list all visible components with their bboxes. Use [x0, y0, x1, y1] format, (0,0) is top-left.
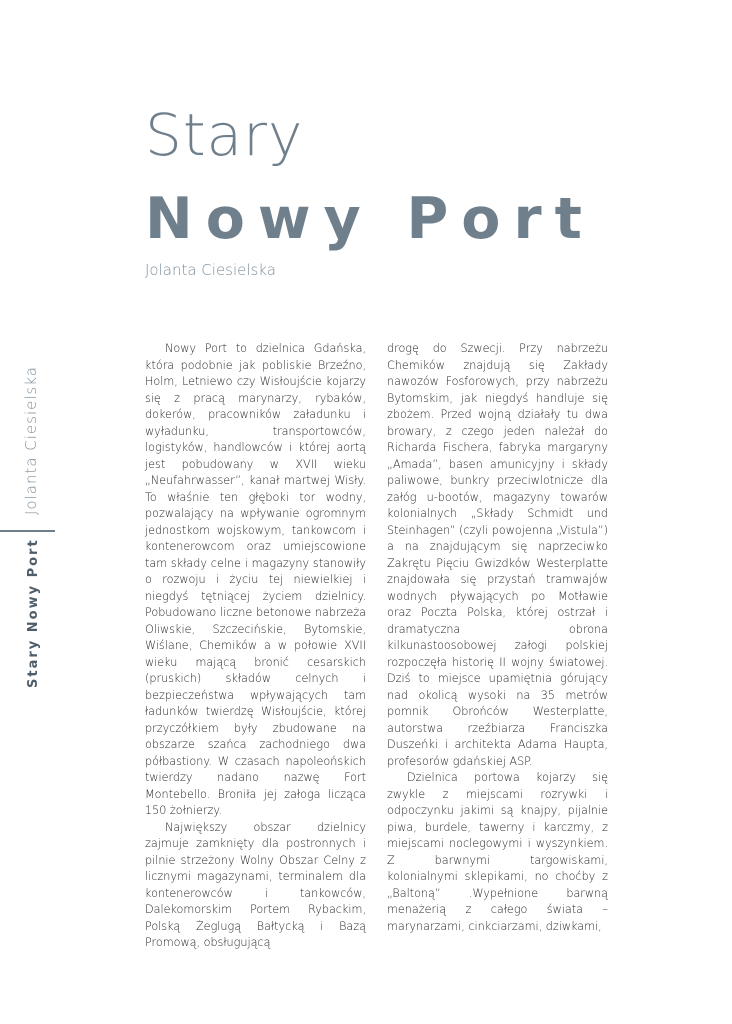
text-column-left	[145, 341, 366, 952]
paragraph: drogę do Szwecji. Przy nabrzeżu Chemików znajdują się Zakłady nawozów Fosforowych, przy nabrzeżu Bytomskim, jak niegdyś handluje się zbożem. Przed wojną działały tu dwa browary, z czego jeden należał do Richarda Fischera, fabryka margaryny „Amada”, basen amunicyjny i składy paliwowe, bunkry przeciwlotnicze dla załóg u-bootów, magazyny towarów kolonialnych „Składy Schmidt und Steinhagen” (czyli powojenna „Vistula”) a na znajdującym się naprzeciwko Zakrętu Pięciu Gwizdków Westerplatte znajdowała się przystań tramwajów wodnych pływających po Motławie oraz Poczta Polska, której ostrzał i dramatyczna obrona kilkunastoosobowej załogi polskiej rozpoczęła historię II wojny światowej. Dziś to miejsce upamiętnia górujący nad okolicą wysoki na 35 metrów pomnik Obrońców Westerplatte, autorstwa rzeźbiarza Franciszka Duszeńki i architekta Adama Haupta, profesorów gdańskiej ASP.	[387, 342, 608, 768]
paragraph: Dzielnica portowa kojarzy się zwykle z miejscami rozrywki i odpoczynku jakimi są knajpy, pijalnie piwa, burdele, tawerny i karczmy, z miejscami noclegowymi i wyszynkiem. Z barwnymi targowiskami, kolonialnymi sklepikami, no choćby z „Baltoną” .Wypełnione barwną menażerią z całego świata – marynarzami, cinkciarzami, dziwkami,	[387, 771, 608, 933]
sidebar-divider	[0, 530, 55, 532]
sidebar-author: Jolanta Ciesielska	[22, 366, 40, 515]
sidebar-title: Stary Nowy Port	[26, 538, 41, 688]
text-column-right	[387, 341, 608, 935]
paragraph: Największy obszar dzielnicy zajmuje zamknięty dla postronnych i pilnie strzeżony Wolny Obszar Celny z licznymi magazynami, terminalem dla kontenerowców i tankowców, Dalekomorskim Portem Rybackim, Polską Żeglugą Bałtycką i Bazą Promową, obsługującą	[145, 820, 366, 949]
article-author: Jolanta Ciesielska	[145, 261, 276, 279]
article-title-line2: Nowy Port	[145, 186, 595, 252]
article-title-line1: Stary	[145, 101, 304, 169]
paragraph: Nowy Port to dzielnica Gdańska, która podobnie jak pobliskie Brzeźno, Holm, Letniewo czy Wisłoujście kojarzy się z pracą marynarzy, rybaków, dokerów, pracowników załadunku i wyładunku, transportowców, logistyków, handlowców i której aortą jest pobudowany w XVII wieku „Neufahrwasser”, kanał martwej Wisły. To właśnie ten głęboki tor wodny, pozwalający na wpływanie ogromnym jednostkom wojskowym, tankowcom i kontenerowcom oraz umiejscowione tam składy celne i magazyny stanowiły o rozwoju i życiu tej niewielkiej i niegdyś tętniącej życiem dzielnicy. Pobudowano liczne betonowe nabrzeża Oliwskie, Szczecińskie, Bytomskie, Wiślane, Chemików a w połowie XVII wieku mającą bronić cesarskich (pruskich) składów celnych i bezpieczeństwa wpływających tam ładunków twierdzę Wisłoujście, której przyczółkiem były zbudowane na obszarze szańca zachodniego dwa półbastiony. W czasach napoleońskich twierdzy nadano nazwę Fort Montebello. Broniła jej załoga licząca 150 żołnierzy.	[145, 342, 366, 817]
